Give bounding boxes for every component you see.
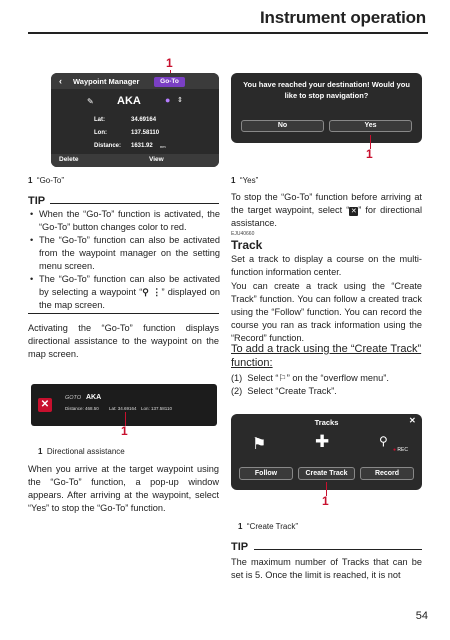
goto-distance: Distance: 468.50 [65, 406, 99, 411]
fig1-callout: 1 [166, 56, 173, 70]
no-button[interactable]: No [241, 120, 324, 132]
goto-tag: GOTO [65, 395, 82, 401]
waypoint-name: AKA [117, 95, 141, 107]
delete-button[interactable]: Delete [59, 156, 79, 163]
distance-unit: nm [160, 144, 166, 149]
lon-value: 137.58110 [131, 130, 160, 136]
track-steps [231, 372, 422, 398]
yes-button[interactable]: Yes [329, 120, 412, 132]
close-goto-icon[interactable]: ✕ [38, 398, 52, 412]
goto-lon: Lon: 137.58110 [141, 406, 172, 411]
tracks-menu-screen [231, 414, 422, 490]
tip2-title: TIP [231, 541, 249, 553]
record-track-icon: ⚲ [379, 434, 388, 448]
directional-assistance-screen [31, 384, 217, 426]
waypoint-menu-icon: ⚲ ⋮ [142, 287, 162, 297]
record-button[interactable]: Record [360, 467, 414, 480]
tip1-item: • The “Go-To” function can also be activated from the waypoint manager on the setting menu screen. [30, 234, 220, 273]
lon-label: Lon: [94, 130, 107, 136]
fig4-caption: 1 “Create Track” [238, 522, 299, 531]
goto-lat: Lat: 34.69164 [109, 406, 137, 411]
track-icon: ⚐ [278, 373, 287, 383]
track-paragraph-1: Set a track to display a course on the multi-function information center. [231, 254, 422, 277]
tip1-bottom-rule [28, 313, 219, 314]
destination-popup-screen [231, 73, 422, 143]
waypoint-manager-title: Waypoint Manager [73, 77, 140, 86]
tip1-item: • The “Go-To” function can also be activated by selecting a waypoint “⚲ ⋮” displayed on the map screen. [30, 273, 220, 312]
section-code: EJU40660 [231, 231, 255, 237]
back-chevron-icon[interactable]: ‹ [59, 76, 62, 86]
create-track-button[interactable]: Create Track [298, 467, 355, 480]
fig1-caption: 1 “Go-To” [28, 176, 65, 185]
track-step: (1) Select “⚐” on the “overflow menu”. [231, 373, 389, 383]
close-x-icon: ✕ [350, 208, 357, 215]
fig3-caption: 1 “Yes” [231, 176, 259, 185]
close-icon[interactable]: ✕ [409, 416, 416, 425]
fig2-caption: 1 Directional assistance [38, 447, 125, 456]
tip1-item: • When the “Go-To” function is activated, the “Go-To” button changes color to red. [30, 208, 220, 234]
follow-track-icon: ⚑ [252, 436, 267, 453]
track-heading: Track [231, 238, 263, 252]
tip1-rule [50, 203, 219, 204]
rec-indicator: ● REC [393, 447, 408, 453]
follow-button[interactable]: Follow [239, 467, 293, 480]
track-step: (2) Select “Create Track”. [231, 386, 337, 396]
track-paragraph-2: You can create a track using the “Create Track” function. You can follow a created track using the “Follow” function. You can record the course you ran as track information using the “Record” function. [231, 281, 422, 343]
tracks-title: Tracks [314, 418, 339, 427]
tip1-title: TIP [28, 195, 46, 207]
tip2-text: The maximum number of Tracks that can be set is 5. Once the limit is reached, it is not [231, 557, 422, 580]
page-header-title: Instrument operation [259, 8, 426, 27]
fig4-callout: 1 [322, 494, 329, 508]
goto-waypoint-name: AKA [86, 394, 102, 401]
edit-icon[interactable]: ✎ [87, 97, 94, 106]
goto-paragraph: Activating the “Go-To” function displays directional assistance to the waypoint on the map screen. [28, 323, 219, 359]
sort-arrows-icon[interactable]: ⇕ [177, 97, 183, 104]
goto-button[interactable]: Go-To [154, 77, 185, 87]
distance-value: 1631.92 [131, 143, 153, 149]
lat-label: Lat: [94, 117, 105, 123]
waypoint-pin-icon: ● [165, 95, 171, 105]
view-button[interactable]: View [149, 156, 164, 163]
distance-label: Distance: [94, 143, 122, 149]
stop-goto-paragraph: To stop the “Go-To” function before arriving at the target waypoint, select “ ✕ ” for directional assistance. [231, 192, 423, 228]
page-number: 54 [415, 610, 428, 622]
tip2-rule [254, 549, 422, 550]
destination-message: You have reached your destination! Would you like to stop navigation? [243, 80, 410, 100]
lat-value: 34.69164 [131, 117, 157, 123]
header-rule [28, 32, 428, 34]
create-track-icon: ✚ [315, 432, 330, 451]
fig3-callout: 1 [366, 147, 373, 161]
create-track-subheading: To add a track using the “Create Track” function: [231, 343, 422, 369]
tip1-list [30, 208, 220, 312]
arrival-paragraph: When you arrive at the target waypoint using the “Go-To” function, a pop-up window appears. After arriving at the waypoint, select “Yes” to stop the “Go-To” function. [28, 464, 219, 513]
fig2-callout: 1 [121, 424, 128, 438]
waypoint-manager-screen [51, 73, 219, 167]
